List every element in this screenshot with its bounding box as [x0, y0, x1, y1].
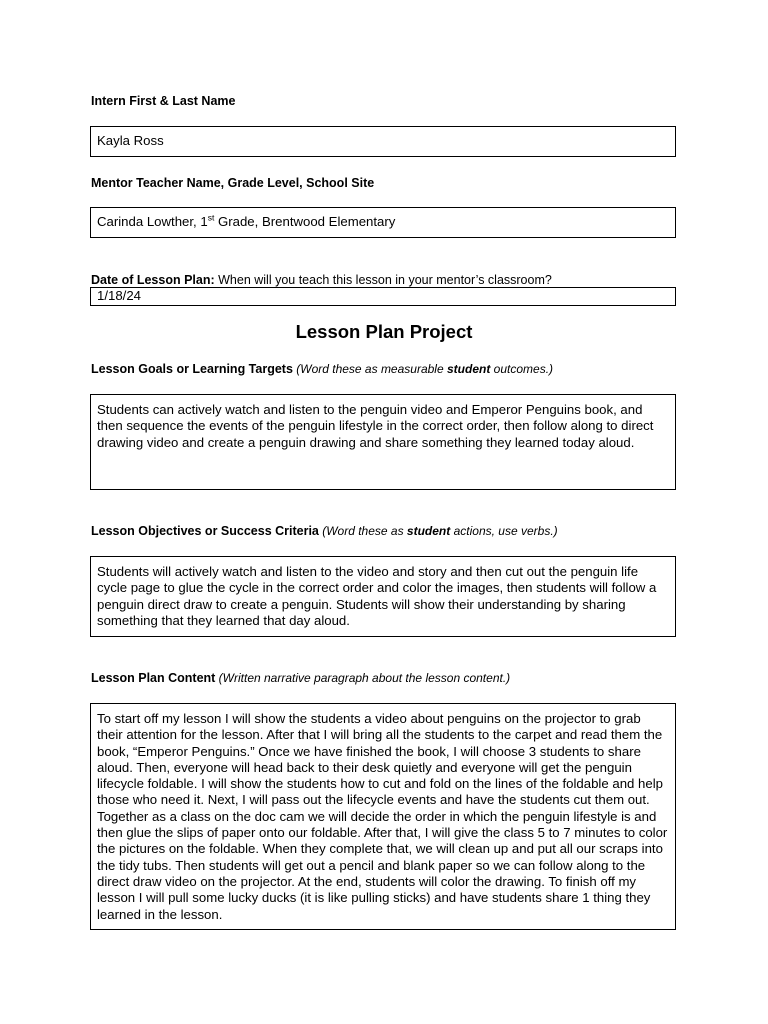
lesson-goals-label [91, 361, 553, 377]
lesson-goals-box [90, 394, 676, 490]
mentor-value-text-rest: Grade, Brentwood Elementary [214, 214, 396, 230]
lesson-date-label-bold: Date of Lesson Plan: [91, 273, 215, 287]
lesson-date-question: When will you teach this lesson in your mentor’s classroom? [214, 273, 552, 287]
lesson-objectives-box [90, 556, 676, 637]
intern-name-field [90, 126, 676, 157]
lesson-date-value: 1/18/24 [97, 288, 141, 304]
lesson-content-hint: (Written narrative paragraph about the lesson content.) [215, 671, 511, 685]
mentor-value-text: Carinda Lowther, 1 [97, 214, 208, 230]
lesson-goals-label-bold: Lesson Goals or Learning Targets [91, 362, 293, 376]
lesson-date-label [91, 272, 552, 288]
lesson-objectives-label [91, 523, 558, 539]
mentor-info-value [97, 214, 395, 230]
lesson-objectives-text: Students will actively watch and listen to the video and story and then cut out the penguin life cycle page to glue the cycle in the correct order and color the images, then students will follow a penguin direct draw to create a penguin. Students will show their understanding by sharing something that they learned that day aloud. [97, 564, 657, 628]
lesson-content-text: To start off my lesson I will show the students a video about penguins on the projector to grab their attention for the lesson. After that I will bring all the students to the carpet and read them the book, “Emperor Penguins.” Once we have finished the book, I will choose 3 students to share aloud. Then, everyone will head back to their desk quietly and everyone will get the penguin lifecycle foldable. I will show the students how to cut and fold on the lines of the foldable and help those who need it. Next, I will pass out the lifecycle events and have the students cut them out. Together as a class on the doc cam we will decide the order in which the penguin lifestyle is and then glue the slips of paper onto our foldable. After that, I will give the class 5 to 7 minutes to color the pictures on the foldable. When they complete that, we will clean up and put all our scraps into the tidy tubs. Then students will get out a pencil and blank paper so we can follow along to the direct draw video on the projector. At the end, students will color the drawing. To finish off my lesson I will pull some lucky ducks (it is like pulling sticks) and have students share 1 thing they learned in the lesson. [97, 711, 668, 922]
lesson-date-field [90, 287, 676, 306]
intern-name-value: Kayla Ross [97, 133, 164, 149]
lesson-content-label [91, 670, 510, 686]
lesson-content-box [90, 703, 676, 930]
lesson-content-label-bold: Lesson Plan Content [91, 671, 216, 685]
mentor-info-label: Mentor Teacher Name, Grade Level, School Site [91, 176, 375, 190]
page-title: Lesson Plan Project [295, 321, 473, 342]
intern-name-label: Intern First & Last Name [91, 94, 236, 108]
mentor-info-field [90, 207, 676, 238]
lesson-goals-hint: (Word these as measurable student outcomes.) [292, 362, 554, 376]
lesson-goals-text: Students can actively watch and listen to the penguin video and Emperor Penguins book, and then sequence the events of the penguin lifestyle in the correct order, then follow along to direct drawing video and create a penguin drawing and share something they learned today aloud. [97, 402, 654, 450]
mentor-value-superscript: st [207, 212, 215, 223]
lesson-objectives-label-bold: Lesson Objectives or Success Criteria [91, 524, 319, 538]
lesson-objectives-hint: (Word these as student actions, use verbs.) [318, 524, 558, 538]
